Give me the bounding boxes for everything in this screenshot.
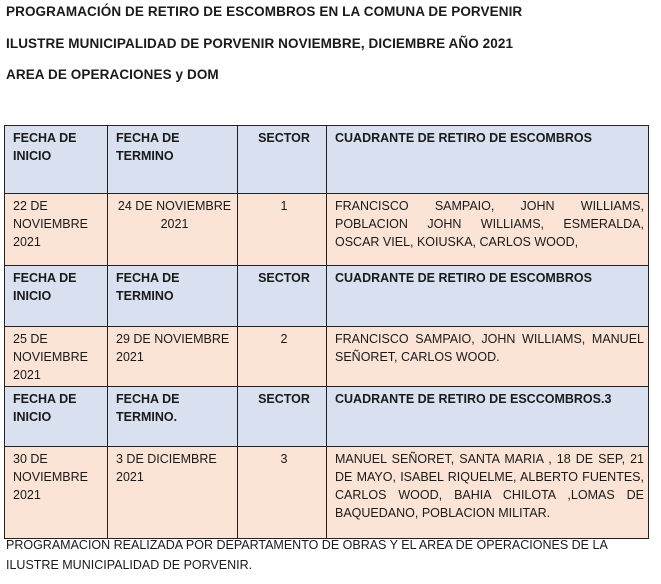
table-header-row (5, 387, 649, 447)
cell-sector: 3 (238, 447, 327, 539)
table-header-row (5, 126, 649, 194)
table-row (5, 447, 649, 539)
header-cuadrante: CUADRANTE DE RETIRO DE ESCOMBROS (327, 266, 649, 327)
cell-cuadrante: FRANCISCO SAMPAIO, JOHN WILLIAMS, POBLACION JOHN WILLIAMS, ESMERALDA, OSCAR VIEL, KOIUSKA, CARLOS WOOD, (327, 194, 649, 266)
cell-fecha-inicio: 25 DE NOVIEMBRE 2021 (5, 327, 108, 387)
header-fecha-termino: FECHA DE TERMINO (108, 126, 238, 194)
header-sector: SECTOR (238, 387, 327, 447)
document-title: PROGRAMACIÓN DE RETIRO DE ESCOMBROS EN LA COMUNA DE PORVENIR (6, 4, 523, 19)
header-sector: SECTOR (238, 266, 327, 327)
cell-sector: 1 (238, 194, 327, 266)
cell-fecha-termino: 24 DE NOVIEMBRE 2021 (108, 194, 238, 266)
cell-sector: 2 (238, 327, 327, 387)
cell-fecha-termino: 29 DE NOVIEMBRE 2021 (108, 327, 238, 387)
header-cuadrante: CUADRANTE DE RETIRO DE ESCCOMBROS.3 (327, 387, 649, 447)
cell-fecha-termino: 3 DE DICIEMBRE 2021 (108, 447, 238, 539)
department-heading: AREA DE OPERACIONES y DOM (6, 67, 219, 82)
header-fecha-inicio: FECHA DE INICIO (5, 126, 108, 194)
header-sector: SECTOR (238, 126, 327, 194)
header-cuadrante: CUADRANTE DE RETIRO DE ESCOMBROS (327, 126, 649, 194)
table-row (5, 327, 649, 387)
header-fecha-inicio: FECHA DE INICIO (5, 266, 108, 327)
cell-cuadrante: MANUEL SEÑORET, SANTA MARIA , 18 DE SEP, 21 DE MAYO, ISABEL RIQUELME, ALBERTO FUENTES, CARLOS WOOD, BAHIA CHILOTA ,LOMAS DE BAQUEDANO, POBLACION MILITAR. (327, 447, 649, 539)
header-fecha-termino: FECHA DE TERMINO (108, 266, 238, 327)
document-subtitle: ILUSTRE MUNICIPALIDAD DE PORVENIR NOVIEMBRE, DICIEMBRE AÑO 2021 (6, 36, 514, 51)
schedule-table (4, 125, 649, 539)
table-row (5, 194, 649, 266)
header-fecha-inicio: FECHA DE INICIO (5, 387, 108, 447)
cell-cuadrante: FRANCISCO SAMPAIO, JOHN WILLIAMS, MANUEL SEÑORET, CARLOS WOOD. (327, 327, 649, 387)
footer-note: PROGRAMACION REALIZADA POR DEPARTAMENTO DE OBRAS Y EL AREA DE OPERACIONES DE LA ILUSTRE MUNICIPALIDAD DE PORVENIR. (6, 538, 608, 572)
table-header-row (5, 266, 649, 327)
cell-fecha-inicio: 30 DE NOVIEMBRE 2021 (5, 447, 108, 539)
header-fecha-termino: FECHA DE TERMINO. (108, 387, 238, 447)
cell-fecha-inicio: 22 DE NOVIEMBRE 2021 (5, 194, 108, 266)
